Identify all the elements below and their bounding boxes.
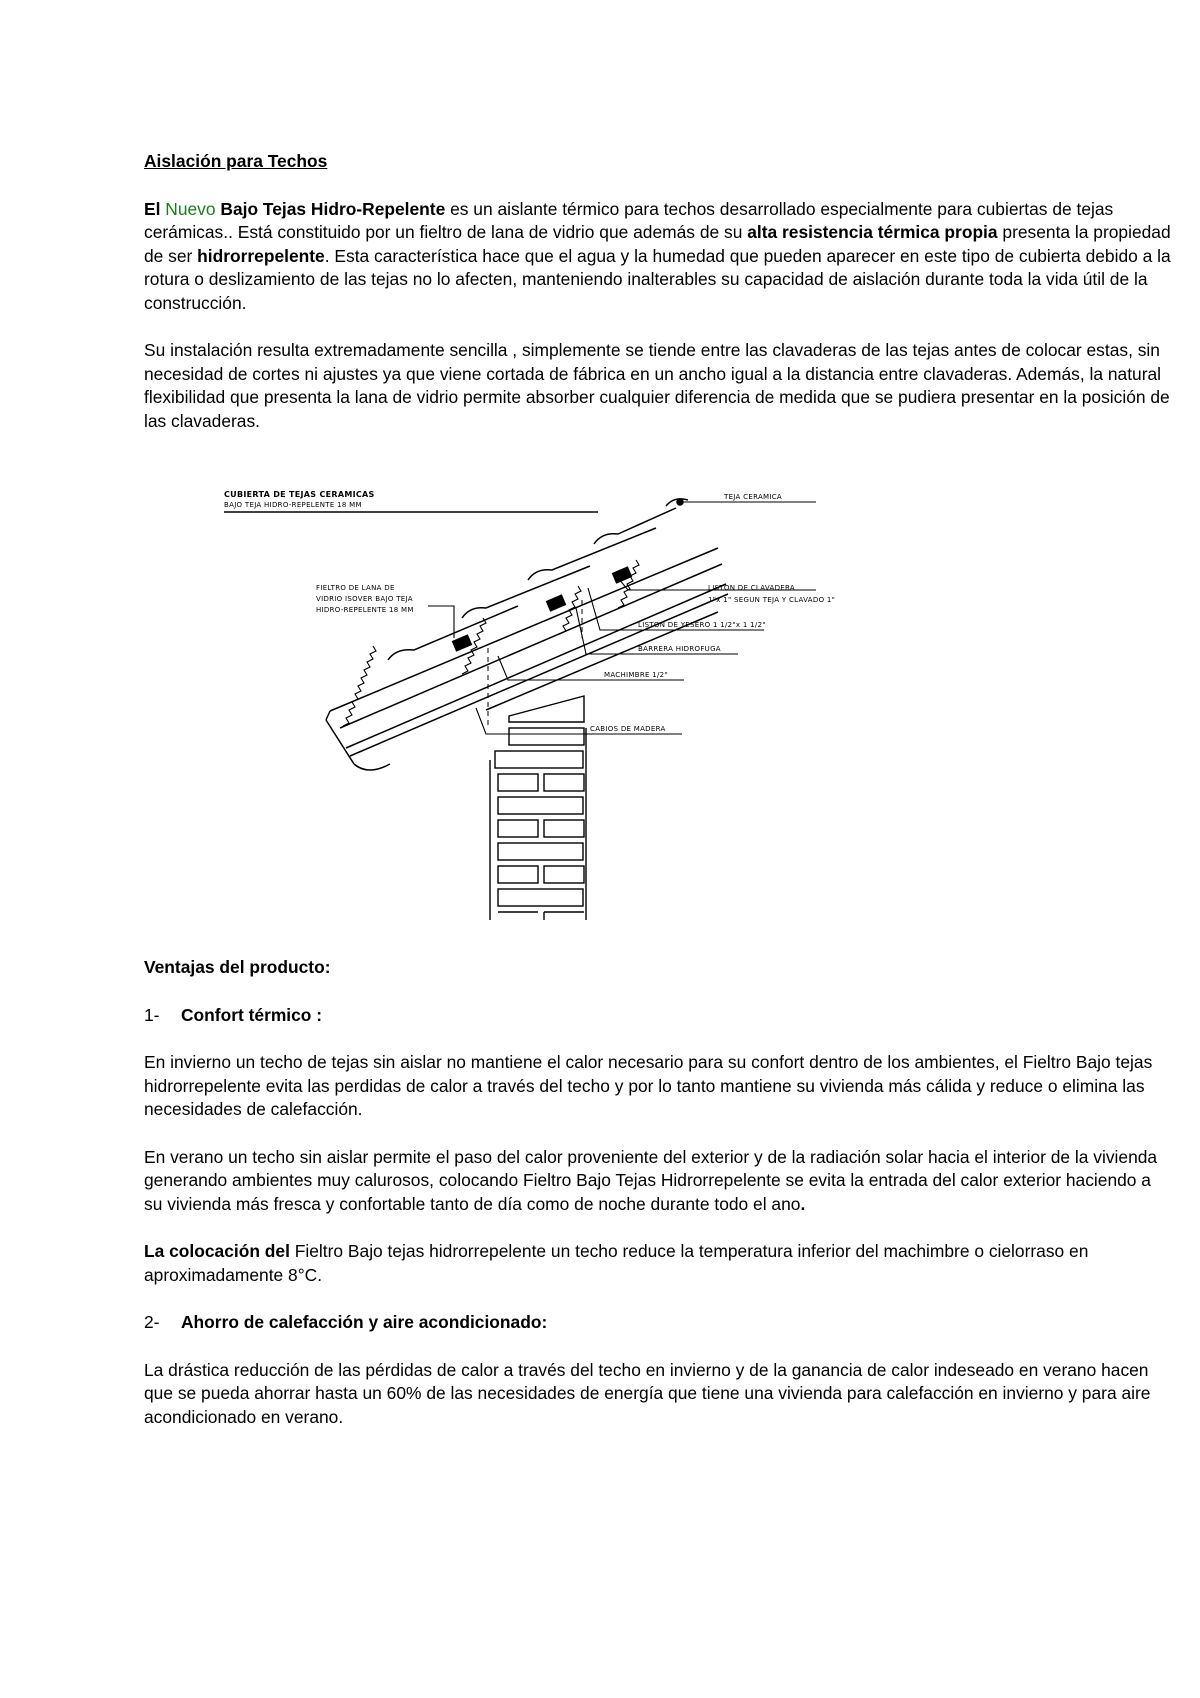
wall-bricks bbox=[490, 696, 586, 920]
verano-paragraph bbox=[144, 1146, 1174, 1217]
label-fieltro-1: FIELTRO DE LANA DE bbox=[316, 584, 395, 592]
intro-text-3: . Esta característica hace que el agua y la humedad que pueden aparecer en este tipo de cubierta debido a la rotura o deslizamiento de las tejas no lo afecten, manteniendo inalterables su capacidad de aislación durante toda la vida útil de la construcción. bbox=[144, 245, 1171, 313]
intro-bold-1: alta resistencia térmica propia bbox=[747, 222, 998, 242]
item-2-title: Ahorro de calefacción y aire acondicionado: bbox=[181, 1312, 548, 1332]
invierno-paragraph: En invierno un techo de tejas sin aislar no mantiene el calor necesario para su confort dentro de los ambientes, el Fieltro Bajo tejas hidrorrepelente evita las perdidas de calor a través del techo y por lo tanto mantiene su vivienda más cálida y reduce o elimina las necesidades de calefacción. bbox=[144, 1052, 1153, 1119]
roof-section-diagram bbox=[218, 488, 918, 920]
label-barrera: BARRERA HIDROFUGA bbox=[638, 645, 721, 653]
ahorro-paragraph: La drástica reducción de las pérdidas de calor a través del techo en invierno y de la ganancia de calor indeseado en verano hacen que se pueda ahorrar hasta un 60% de las necesidades de energía que tiene una vivienda para calefacción en invierno y para aire acondicionado en verano. bbox=[144, 1359, 1151, 1427]
colocacion-bold: La colocación del bbox=[144, 1241, 290, 1261]
item-2-heading bbox=[144, 1311, 1174, 1335]
item-1-number: 1- bbox=[144, 1004, 160, 1025]
diagram-title: CUBIERTA DE TEJAS CERAMICAS bbox=[224, 490, 375, 499]
advantages-section bbox=[144, 956, 1174, 1453]
verano-text: En verano un techo sin aislar permite el paso del calor proveniente del exterior y de la radiación solar hacia el interior de la vivienda generando ambientes muy calurosos, colocando Fieltro Bajo Tejas Hidrorrepelente se evita la entrada del calor exterior haciendo a su vivienda más fresca y confortable tanto de día como de noche durante todo el ano bbox=[144, 1146, 1158, 1214]
label-teja-ceramica: TEJA CERAMICA bbox=[724, 493, 783, 501]
intro-bold-2: hidrorrepelente bbox=[197, 245, 325, 266]
label-liston-yesero: LISTON DE YESERO 1 1/2"x 1 1/2" bbox=[638, 621, 766, 629]
item-2-number: 2- bbox=[144, 1312, 160, 1332]
label-fieltro-2: VIDRIO ISOVER BAJO TEJA bbox=[316, 595, 413, 603]
page-title: Aislación para Techos bbox=[144, 151, 328, 171]
diagram-labels bbox=[316, 493, 835, 733]
label-machimbre: MACHIMBRE 1/2" bbox=[604, 671, 668, 679]
roof-structure bbox=[326, 548, 728, 770]
item-1-title: Confort térmico : bbox=[181, 1004, 323, 1025]
label-cabios: CABIOS DE MADERA bbox=[590, 725, 666, 733]
verano-end: . bbox=[800, 1193, 806, 1214]
leader-lines bbox=[428, 502, 816, 734]
label-fieltro-3: HIDRO-REPELENTE 18 MM bbox=[316, 606, 414, 614]
label-liston-clavadera-2: 1"x 1" SEGUN TEJA Y CLAVADO 1" bbox=[708, 596, 836, 604]
ventajas-heading: Ventajas del producto: bbox=[144, 957, 331, 977]
diagram-subtitle: BAJO TEJA HIDRO-REPELENTE 18 MM bbox=[224, 501, 362, 509]
item-1-heading bbox=[144, 1004, 1174, 1028]
intro-text-2: presenta la propiedad de ser bbox=[144, 222, 1171, 266]
intro-nuevo: Nuevo bbox=[165, 198, 216, 219]
intro-text-1: es un aislante térmico para techos desarrollado especialmente para cubiertas de tejas cerámicas.. Está constituido por un fieltro de lana de vidrio que además de su bbox=[144, 198, 1114, 242]
label-liston-clavadera-1: LISTON DE CLAVADERA bbox=[708, 584, 795, 592]
colocacion-paragraph bbox=[144, 1240, 1174, 1287]
intro-el: El bbox=[144, 198, 161, 219]
colocacion-text: Fieltro Bajo tejas hidrorrepelente un techo reduce la temperatura inferior del machimbre o cielorraso en aproximadamente 8°C. bbox=[144, 1241, 1089, 1285]
document-body bbox=[144, 150, 1174, 457]
intro-paragraph bbox=[144, 198, 1174, 316]
install-paragraph: Su instalación resulta extremadamente sencilla , simplemente se tiende entre las clavaderas de las tejas antes de colocar estas, sin necesidad de cortes ni ajustes ya que viene cortada de fábrica en un ancho igual a la distancia entre clavaderas. Además, la natural flexibilidad que presenta la lana de vidrio permite absorber cualquier diferencia de medida que se pudiera presentar en la posición de las clavaderas. bbox=[144, 340, 1170, 431]
intro-product: Bajo Tejas Hidro-Repelente bbox=[220, 198, 446, 219]
